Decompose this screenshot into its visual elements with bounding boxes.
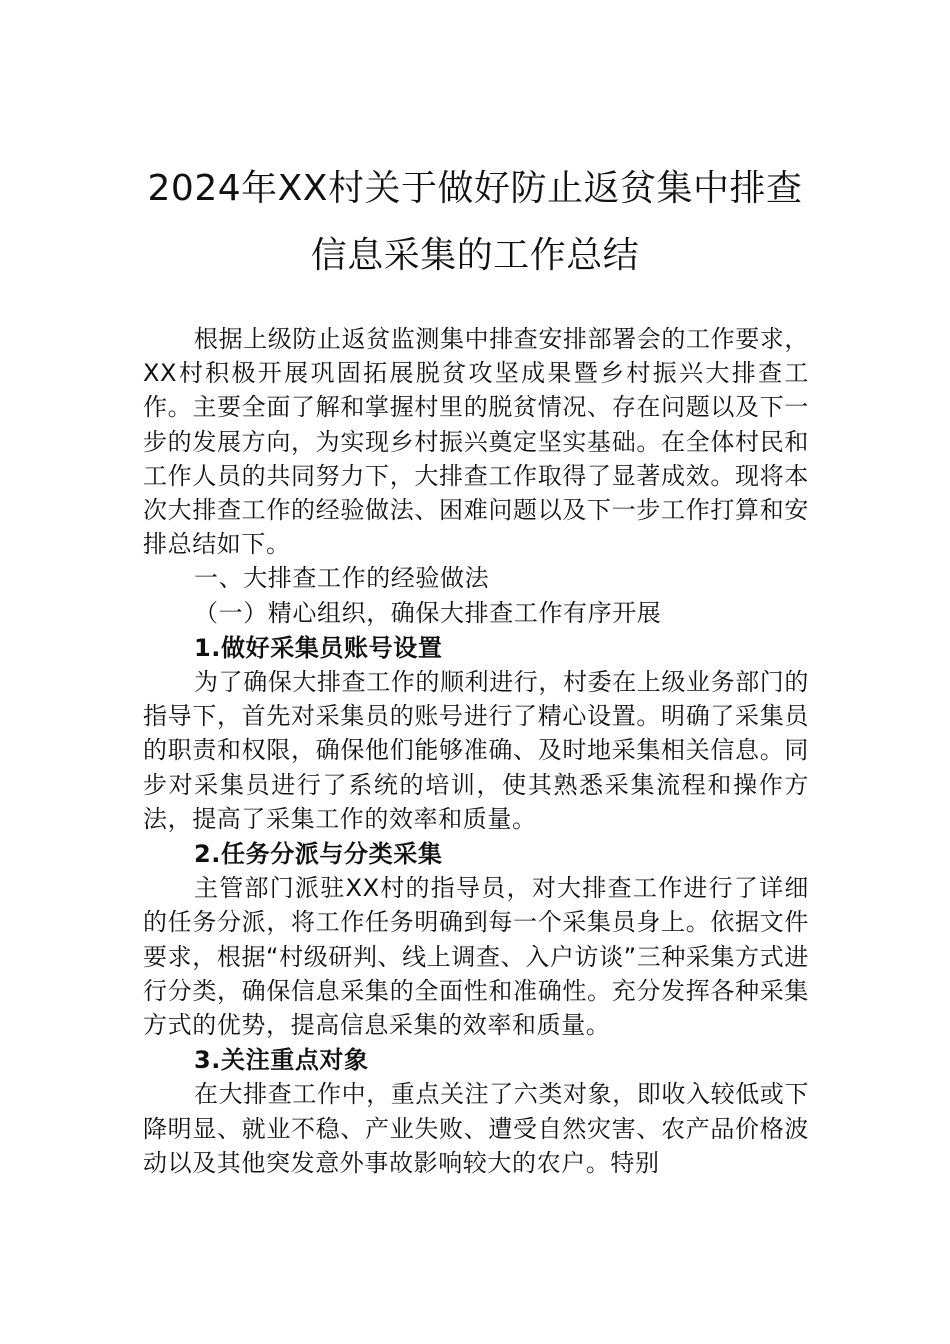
item-2-paragraph: 主管部门派驻XX村的指导员，对大排查工作进行了详细的任务分派，将工作任务明确到每一个采集员身上。依据文件要求，根据“村级研判、线上调查、入户访谈”三种采集方式进行分类，确保信息采集的全面性和准确性。充分发挥各种采集方式的优势，提高信息采集的效率和质量。 [143,874,809,1040]
item-2-title: 2.任务分派与分类采集 [194,840,443,869]
item-3-paragraph: 在大排查工作中，重点关注了六类对象，即收入较低或下降明显、就业不稳、产业失败、遭受自然灾害、农产品价格波动以及其他突发意外事故影响较大的农户。特别 [143,1080,809,1177]
item-1-title: 1.做好采集员账号设置 [194,633,443,662]
document-title-line-2: 信息采集的工作总结 [310,235,640,276]
item-3-title: 3.关注重点对象 [194,1046,369,1075]
section-subheading: （一）精心组织，确保大排查工作有序开展 [194,598,662,627]
document-body [143,322,809,1180]
item-1-paragraph: 为了确保大排查工作的顺利进行，村委在上级业务部门的指导下，首先对采集员的账号进行了精心设置。明确了采集员的职责和权限，确保他们能够准确、及时地采集相关信息。同步对采集员进行了系统的培训，使其熟悉采集流程和操作方法，提高了采集工作的效率和质量。 [143,668,809,833]
section-heading: 一、大排查工作的经验做法 [194,564,490,593]
document-title-line-1: 2024年XX村关于做好防止返贫集中排查 [147,168,803,209]
intro-paragraph: 根据上级防止返贫监测集中排查安排部署会的工作要求，XX村积极开展巩固拓展脱贫攻坚成果暨乡村振兴大排查工作。主要全面了解和掌握村里的脱贫情况、存在问题以及下一步的发展方向，为实现乡村振兴奠定坚实基础。在全体村民和工作人员的共同努力下，大排查工作取得了显著成效。现将本次大排查工作的经验做法、困难问题以及下一步工作打算和安排总结如下。 [143,325,809,559]
